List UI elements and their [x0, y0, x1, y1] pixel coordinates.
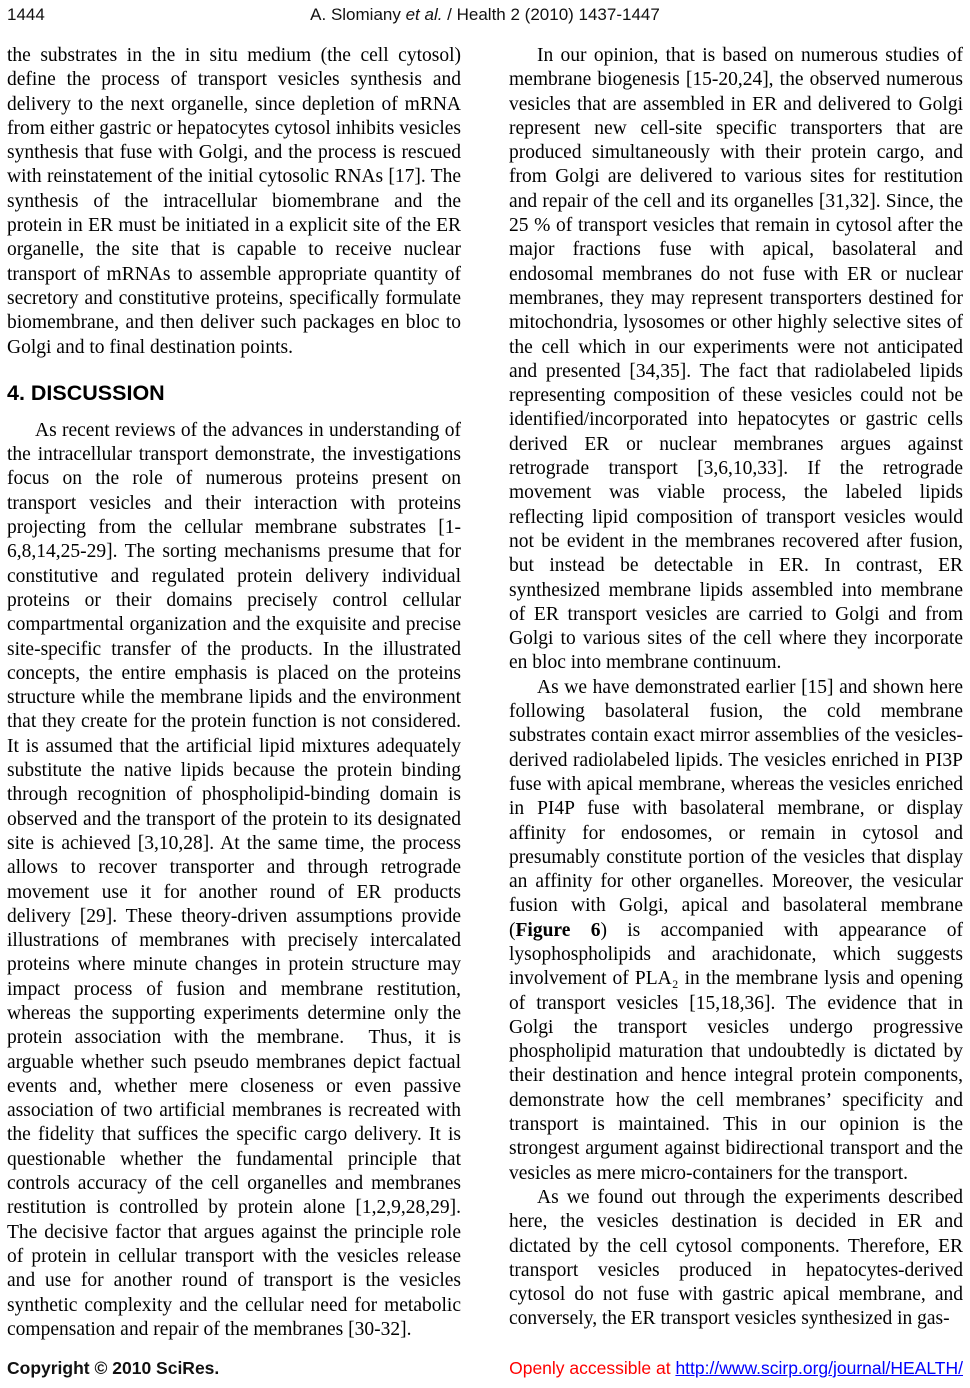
access-note-text: Openly accessible at: [509, 1358, 676, 1378]
paragraph-opinion: In our opinion, that is based on numerous studies of membrane biogenesis [15-20,24], the observed numerous vesicles that are assembled in ER and delivered to Golgi represent new cell-site specific transporters that are produced simultaneously with their protein cargo, and from Golgi are delivered to various sites for restitution and repair of the cell and its organelles [31,32]. Since, the 25 % of transport vesicles that remain in cytosol after the major fractions fuse with apical, basolateral and endosomal membranes do not fuse with ER or nuclear membranes, they may represent transporters destined for mitochondria, lysosomes or other highly selective sites of the cell which in our experiments were not anticipated and presented [34,35]. The fact that radiolabeled lipids representing composition of these vesicles could not be identified/incorporated into hepatocytes or gastric cells derived ER or nuclear membranes argues against retrograde transport [3,6,10,33]. If the retrograde movement was viable process, the labeled lipids reflecting lipid composition of transport vesicles would not be evident in the membranes recovered after fusion, but instead be detectable in ER. In contrast, ER synthesized membrane lipids assembled into membrane of ER transport vesicles are carried to Golgi and from Golgi to various sites of the cell where they incorporate en bloc into membrane continuum.: [509, 45, 963, 674]
paragraph-demonstrated: [509, 676, 963, 1186]
access-note: [509, 1358, 963, 1379]
page-header: [7, 5, 963, 31]
journal-link[interactable]: http://www.scirp.org/journal/HEALTH/: [675, 1358, 963, 1378]
paragraph-continuation: the substrates in the in situ medium (the cell cytosol) define the process of transport vesicles synthesis and delivery to the next organelle, since depletion of mRNA from either gastric or hepatocytes cytosol inhibits vesicles synthesis that fuse with Golgi, and the process is rescued with reinstatement of the initial cytosolic RNAs [17]. The synthesis of the intracellular biomembrane and the protein in ER must be initiated in a explicit site of the ER organelle, the site that is capable to receive nuclear transport of mRNAs to assemble appropriate quantity of secretory and constitutive proteins, specifically formulate biomembrane, and then deliver such packages en bloc to Golgi and to final destination points.: [7, 45, 461, 358]
paragraph-demonstrated-text: As we have demonstrated earlier [15] and shown here following basolateral fusion, the cold membrane substrates contain exact mirror assemblies of the vesicles-derived radiolabeled lipids. The vesicles enriched in PI3P fuse with apical membrane, whereas the vesicles enriched in PI4P fuse with basolateral membrane, or display affinity for endosomes, or remain in cytosol and presumably constitute portion of the vesicles that display an affinity for other organelles. Moreover, the vesicular fusion with Golgi, apical and basolateral membrane (: [509, 676, 963, 941]
page-number: 1444: [7, 5, 45, 24]
paragraph-experiments: As we found out through the experiments described here, the vesicles destination is decided in ER and dictated by the cell cytosol components. Therefore, ER transport vesicles produced in hepatocytes-derived cytosol do not fuse with gastric apical membrane, and conversely, the ER transport vesicles synthesized in gas-: [509, 1186, 963, 1330]
paragraph-demonstrated-text-continued: ) is accompanied with appearance of lysophospholipids and arachidonate, which suggests involvement of PLA₂ in the membrane lysis and opening of transport vesicles [15,18,36]. The evidence that in Golgi the transport vesicles undergo progressive phospholipid maturation that undoubtedly is dictated by their destination and hence integral protein components, demonstrate how the cell membranes’ specificity and transport is maintained. This in our opinion is the strongest argument against bidirectional transport and the vesicles as mere micro-containers for the transport.: [509, 919, 963, 1184]
left-column: [7, 44, 461, 1342]
running-title-etal: et al.: [405, 5, 443, 24]
section-heading-discussion: 4. DISCUSSION: [7, 380, 165, 405]
two-column-body: [7, 44, 963, 1342]
running-title-authors: A. Slomiany: [310, 5, 406, 24]
copyright-notice: Copyright © 2010 SciRes.: [7, 1358, 220, 1378]
running-title-journal: / Health 2 (2010) 1437-1447: [442, 5, 660, 24]
page-footer: [7, 1358, 963, 1379]
figure-6-reference: Figure 6: [515, 919, 601, 941]
right-column: [509, 44, 963, 1342]
paragraph-discussion: As recent reviews of the advances in understanding of the intracellular transport demonstrate, the investigations focus on the role of numerous proteins present on transport vesicles and their interaction with proteins projecting from the cellular membrane substrates [1-6,8,14,25-29]. The sorting mechanisms presume that for constitutive and regulated protein delivery individual proteins or their domains precisely control cellular compartmental organization and the exquisite and precise site-specific transfer of the products. In the illustrated concepts, the entire emphasis is placed on the proteins structure while the membrane lipids and the environment that they create for the protein function is not considered. It is assumed that the artificial lipid mixtures adequately substitute the native lipids because the protein binding through recognition of phospholipid-binding domain is observed and the transport of the protein to its designated site is achieved [3,10,28]. At the same time, the process allows to recover transporter and through retrograde movement use it for another round of ER products delivery [29]. These theory-driven assumptions provide illustrations of membranes with precisely intercalated proteins where minute changes in protein structure may impact process of fusion and membrane restitution, whereas the supporting experiments determine only the protein association with the membrane. Thus, it is arguable whether such pseudo membranes depict factual events and, whether mere closeness or even passive association of two artificial membranes is recreated with the fidelity that suffices the specific cargo delivery. It is questionable whether the fundamental principle that controls accuracy of the cell organelles and membranes restitution is controlled by protein alone [1,2,9,28,29]. The decisive factor that argues against the principle role of protein in cellular transport with the vesicles release and use for another round of transport is the vesicles synthetic complexity and the cellular need for metabolic compensation and repair of the membranes [30-32].: [7, 419, 461, 1340]
running-title: [7, 5, 963, 25]
